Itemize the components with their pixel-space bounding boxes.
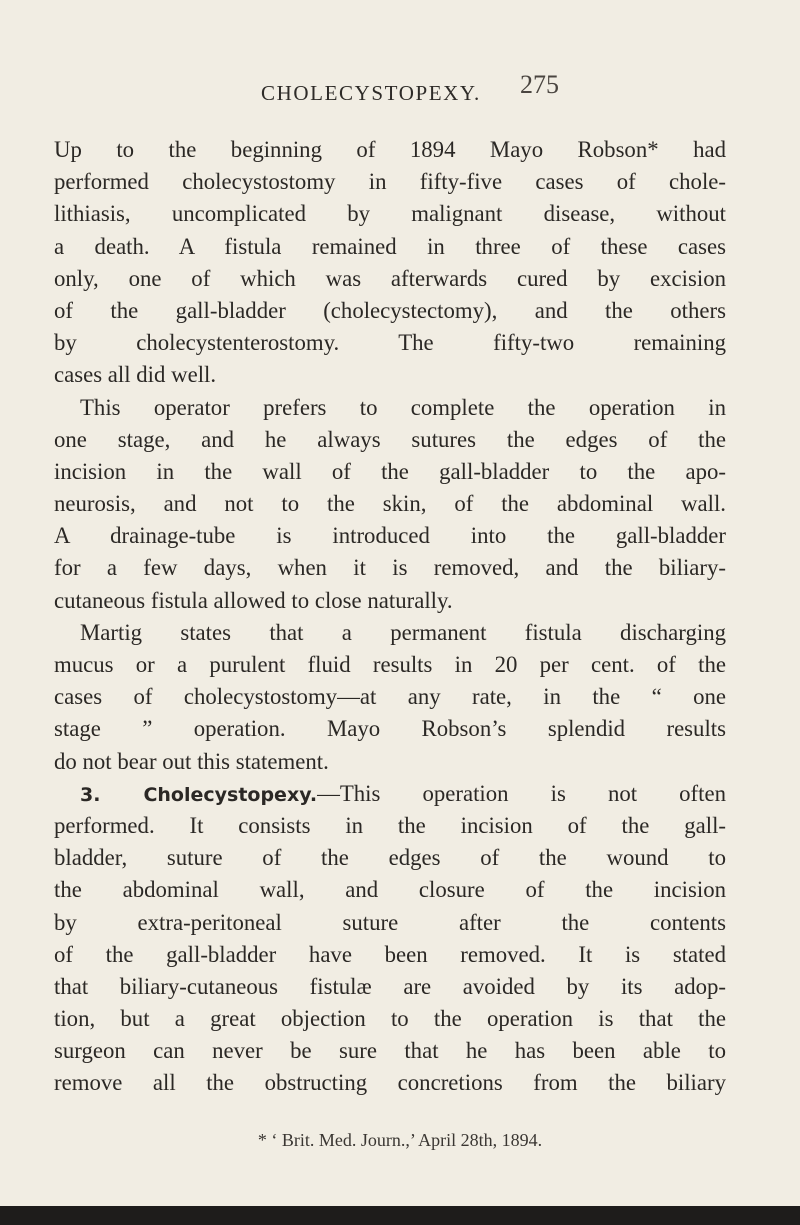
text-line: incision in the wall of the gall-bladder to the apo- xyxy=(54,458,726,484)
text-line: This operator prefers to complete the operation in xyxy=(80,394,726,420)
text-line: do not bear out this statement. xyxy=(54,748,329,774)
text-line: Martig states that a permanent fistula discharging xyxy=(80,619,726,645)
text-line: lithiasis, uncomplicated by malignant disease, without xyxy=(54,201,726,227)
text-line: surgeon can never be sure that he has been able to xyxy=(54,1038,726,1064)
text-line: by extra-peritoneal suture after the contents xyxy=(54,909,726,935)
text-line: bladder, suture of the edges of the wound to xyxy=(54,845,726,871)
text-line: performed cholecystostomy in fifty-five cases of chole- xyxy=(54,169,726,195)
text-line: cases all did well. xyxy=(54,362,217,388)
text-line: of the gall-bladder (cholecystectomy), and the others xyxy=(54,297,726,323)
page-bottom-edge xyxy=(0,1206,800,1225)
text-line: tion, but a great objection to the operation is that the xyxy=(54,1006,726,1032)
text-line: for a few days, when it is removed, and the biliary- xyxy=(54,555,726,581)
text-line: by cholecystenterostomy. The fifty-two remaining xyxy=(54,330,726,356)
text-line: neurosis, and not to the skin, of the abdominal wall. xyxy=(54,491,726,517)
footnote: * ‘ Brit. Med. Journ.,’ April 28th, 1894. xyxy=(257,1130,543,1150)
text-line: of the gall-bladder have been removed. It is stated xyxy=(54,941,726,967)
section-line-text: —This operation is not often xyxy=(317,780,727,806)
section-heading: 3. Cholecystopexy. xyxy=(80,783,318,806)
text-line: mucus or a purulent fluid results in 20 per cent. of the xyxy=(54,652,726,677)
text-line: Up to the beginning of 1894 Mayo Robson* had xyxy=(54,137,726,162)
page-header xyxy=(0,70,800,120)
text-line: cutaneous fistula allowed to close naturally. xyxy=(54,587,453,613)
text-line: only, one of which was afterwards cured by excision xyxy=(54,265,726,291)
text-line: one stage, and he always sutures the edges of the xyxy=(54,426,726,452)
text-line: performed. It consists in the incision of the gall- xyxy=(54,812,726,838)
section-line xyxy=(54,778,726,810)
page-number: 275 xyxy=(520,70,559,99)
running-title: CHOLECYSTOPEXY. xyxy=(261,81,481,105)
text-line: A drainage-tube is introduced into the gall-bladder xyxy=(54,523,726,549)
text-line: that biliary-cutaneous fistulæ are avoided by its adop- xyxy=(54,973,726,999)
text-line: remove all the obstructing concretions from the biliary xyxy=(54,1070,726,1096)
text-line: a death. A fistula remained in three of these cases xyxy=(54,233,726,259)
body-text xyxy=(54,134,726,1100)
text-line: stage ” operation. Mayo Robson’s splendid results xyxy=(54,716,726,742)
text-line: the abdominal wall, and closure of the incision xyxy=(54,877,726,903)
text-line: cases of cholecystostomy—at any rate, in the “ one xyxy=(54,684,726,710)
